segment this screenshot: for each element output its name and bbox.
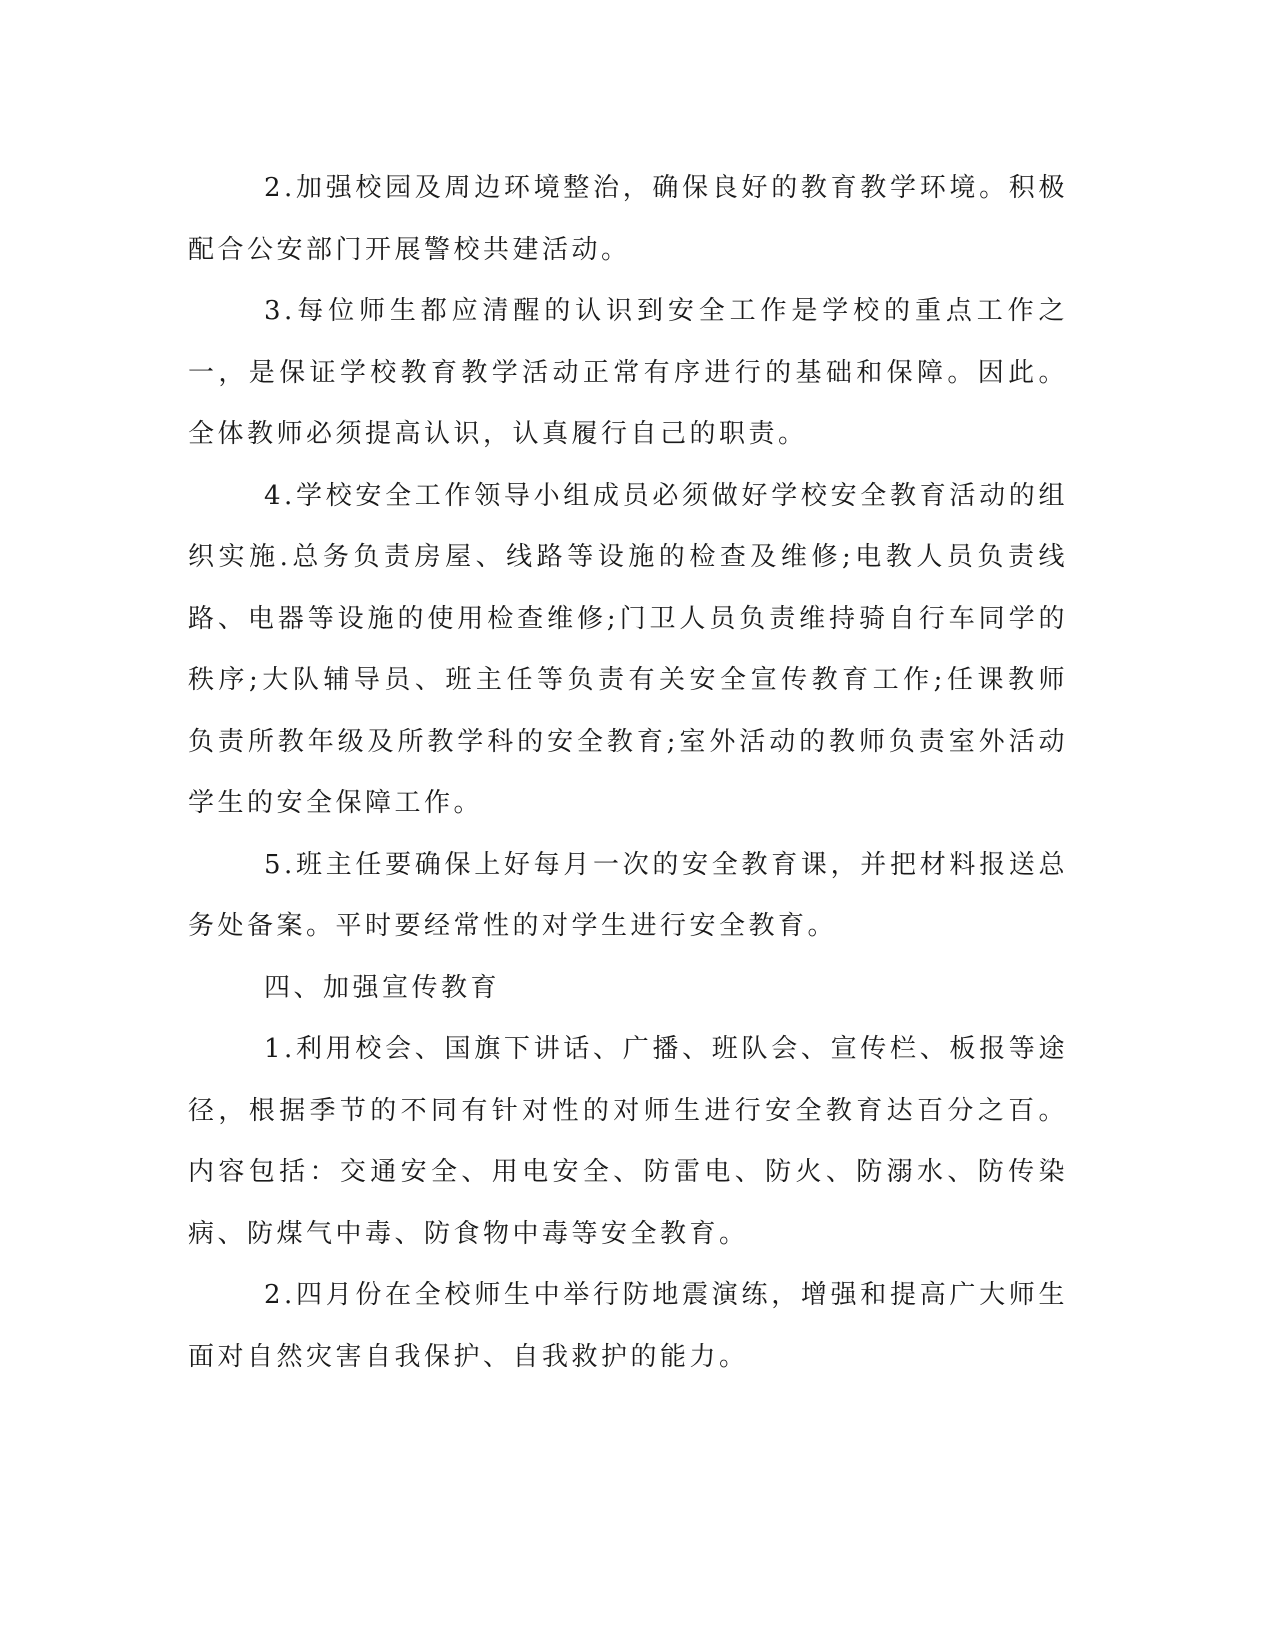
section-heading-publicity: 四、加强宣传教育 xyxy=(264,972,501,1003)
paragraph-safety-awareness: 3.每位师生都应清醒的认识到安全工作是学校的重点工作之一，是保证学校教育教学活动正常有序进行的基础和保障。因此。全体教师必须提高认识，认真履行自己的职责。 xyxy=(188,296,1068,449)
paragraph-campus-environment: 2.加强校园及周边环境整治，确保良好的教育教学环境。积极配合公安部门开展警校共建活动。 xyxy=(188,173,1068,265)
paragraph-responsibilities: 4.学校安全工作领导小组成员必须做好学校安全教育活动的组织实施.总务负责房屋、线路等设施的检查及维修;电教人员负责线路、电器等设施的使用检查维修;门卫人员负责维持骑自行车同学的秩序;大队辅导员、班主任等负责有关安全宣传教育工作;任课教师负责所教年级及所教学科的安全教育;室外活动的教师负责室外活动学生的安全保障工作。 xyxy=(188,480,1068,818)
paragraph-publicity-channels: 1.利用校会、国旗下讲话、广播、班队会、宣传栏、板报等途径，根据季节的不同有针对性的对师生进行安全教育达百分之百。内容包括：交通安全、用电安全、防雷电、防火、防溺水、防传染病、防煤气中毒、防食物中毒等安全教育。 xyxy=(188,1034,1068,1249)
document-body xyxy=(188,158,1068,1388)
paragraph-earthquake-drill: 2.四月份在全校师生中举行防地震演练，增强和提高广大师生面对自然灾害自我保护、自我救护的能力。 xyxy=(188,1280,1068,1372)
paragraph-class-teacher: 5.班主任要确保上好每月一次的安全教育课，并把材料报送总务处备案。平时要经常性的对学生进行安全教育。 xyxy=(188,849,1068,941)
